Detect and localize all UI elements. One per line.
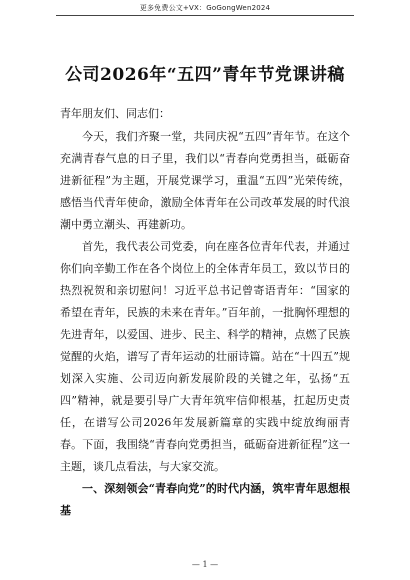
page-number: — 1 — [191, 560, 219, 569]
salutation: 青年朋友们、同志们： [60, 107, 170, 120]
document-title: 公司2026年“五四”青年节党课讲稿 [65, 65, 345, 85]
header-divider [56, 15, 354, 16]
section-heading: 一、深刻领会“青春向党”的时代内涵，筑牢青年思想根基 [60, 482, 350, 517]
body-paragraph: 今天，我们齐聚一堂，共同庆祝“五四”青年节。在这个充满青春气息的日子里，我们以“青春向党勇担当，砥砺奋进新征程”为主题，开展党课学习，重温“五四”光荣传统，感悟当代青年使命，激励全体青年在公司改革发展的时代浪潮中勇立潮头、再建新功。 [60, 130, 350, 231]
document-body [60, 103, 350, 522]
header-note: 更多免费公文+VX：GoGongWen2024 [139, 4, 271, 12]
body-paragraph: 首先，我代表公司党委，向在座各位青年代表，并通过你们向辛勤工作在各个岗位上的全体青年员工，致以节日的热烈祝贺和亲切慰问！习近平总书记曾寄语青年：“国家的希望在青年，民族的未来在青年。”百年前，一批胸怀理想的先进青年，以爱国、进步、民主、科学的精神，点燃了民族觉醒的火焰，谱写了青年运动的壮丽诗篇。站在“十四五”规划深入实施、公司迈向新发展阶段的关键之年，弘扬“五四”精神，就是要引导广大青年筑牢信仰根基，扛起历史责任，在谱写公司2026年发展新篇章的实践中绽放绚丽青春。下面，我围绕“青春向党勇担当，砥砺奋进新征程”这一主题，谈几点看法，与大家交流。 [60, 240, 350, 473]
